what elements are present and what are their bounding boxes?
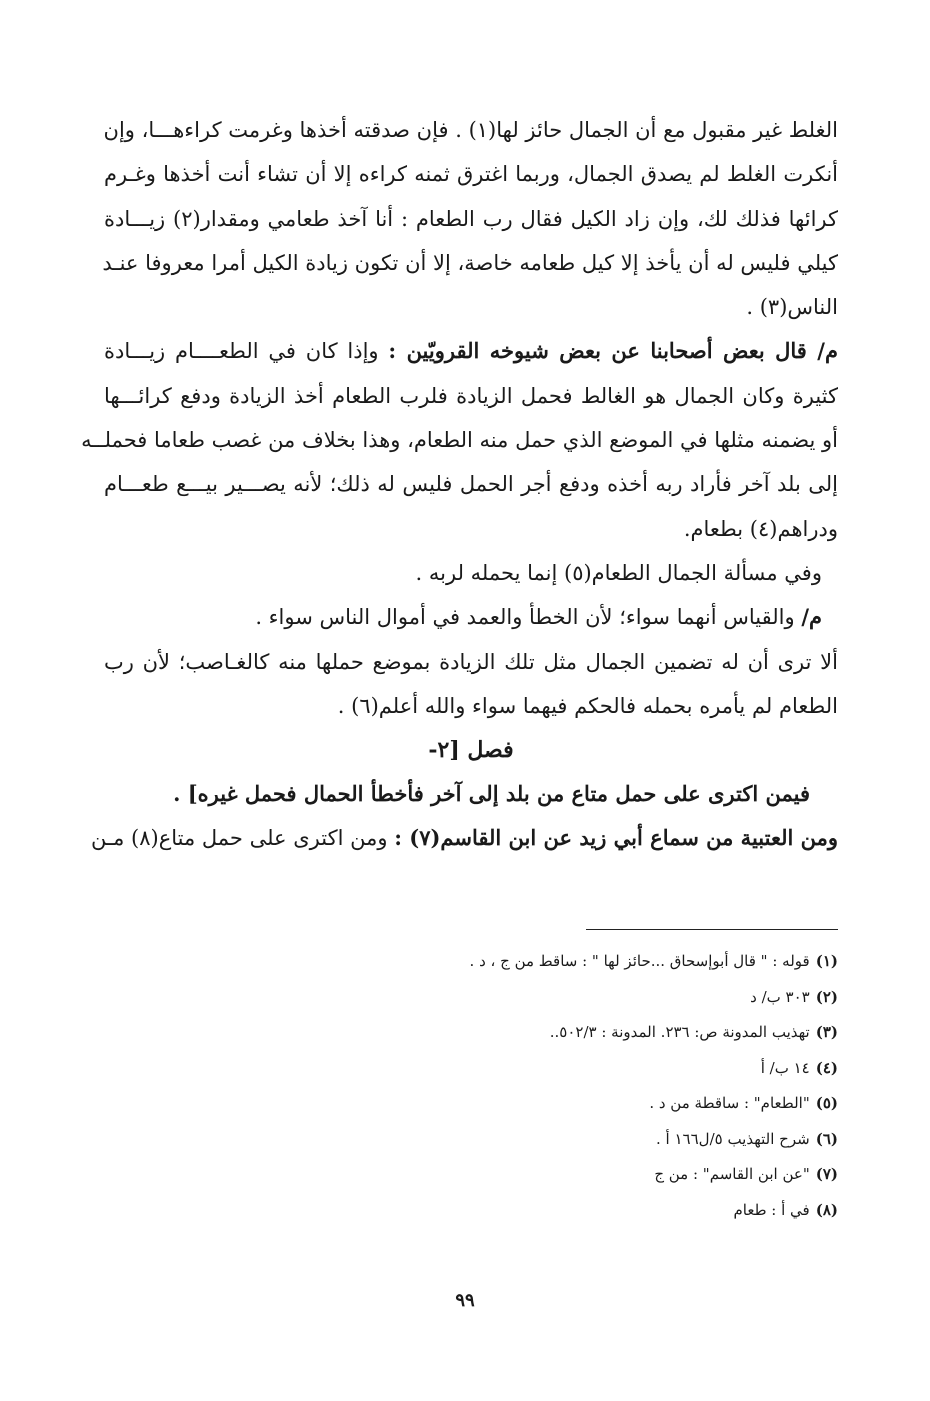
paragraph-1 [104,108,838,329]
section-title: فيمن اكترى على حمل متاع من بلد إلى آخر فأخطأ الحمال فحمل غيره] . [173,781,810,807]
footnote-text: ٣٠٣ ب/ د [750,987,810,1006]
footnote-item [300,1086,838,1122]
footnote-number: (٨) [815,1200,838,1219]
footnote-item [300,1051,838,1087]
text-line: وفي مسألة الجمال الطعام(٥) إنما يحمله لربه . [415,560,822,585]
footnote-item [300,1015,838,1051]
text-line: الغلط غير مقبول مع أن الجمال حائز لها(١) . فإن صدقته أخذها وغرمت كراءهـــا، وإن [103,118,838,142]
text-line-with-heading [104,329,838,373]
footnote-text: ١٤ ب/ أ [760,1058,810,1077]
text-line: أنكرت الغلط لم يصدق الجمال، وربما اغترق ثمنه كراءه إلا أن تشاء أنت أخذها وغـرم [104,162,838,187]
footnote-item [300,1122,838,1158]
footnote-item [300,1193,838,1229]
footnote-number: (١) [815,952,838,970]
footnote-number: (٦) [815,1129,838,1148]
text-line: ألا ترى أن له تضمين الجمال مثل تلك الزيادة بموضع حملها منه كالغـاصب؛ لأن رب [104,649,838,674]
paragraph-5 [104,640,838,729]
footnote-item [300,980,838,1016]
footnote-number: (٢) [815,987,838,1006]
paragraph-4 [104,595,838,639]
main-text [81,108,838,860]
paragraph-3 [104,551,838,595]
quote-attribution: م/ قال بعض أصحابنا عن بعض شيوخه القرويّين : [388,338,838,364]
footnote-text: تهذيب المدونة ص: ٢٣٦. المدونة : ٥٠٢/٣.. [549,1023,810,1041]
footnote-text: في أ : طعام [733,1200,810,1219]
page-number: ٩٩ [455,1290,475,1311]
text-line: كرائها فذلك لك، وإن زاد الكيل فقال رب الطعام : أنا آخذ طعامي ومقدار(٢) زيـــادة [104,206,838,231]
footnote-item [300,1157,838,1193]
text-line: أو يضمنه مثلها في الموضع الذي حمل منه الطعام، وهذا بخلاف من غصب طعاما فحملــه [81,428,838,453]
text-run: وإذا كان في الطعــــام زيـــادة [104,339,379,364]
text-line: الطعام لم يأمره بحمله فالحكم فيهما سواء والله أعلم(٦) . [337,693,838,718]
footnote-text: قوله : " قال أبوإسحاق ...حائز لها " : ساقط من ج ، د . [469,952,810,970]
marker-label: م/ [801,604,822,630]
footnote-number: (٤) [815,1058,838,1077]
footnotes [300,944,838,1228]
footnote-number: (٧) [815,1165,838,1183]
text-line: ودراهم(٤) بطعام. [683,516,838,541]
footnote-number: (٣) [815,1023,838,1041]
text-line: إلى بلد آخر فأراد ربه أخذه ودفع أجر الحمل فليس له ذلك؛ لأنه يصـــير بيـــع طعـــام [104,472,838,497]
section-heading: فصل [٢- [428,737,514,764]
footnote-separator [586,929,838,930]
text-run: والقياس أنهما سواء؛ لأن الخطأ والعمد في أموال الناس سواء . [255,605,795,630]
text-line: كثيرة وكان الجمال هو الغالط فحمل الزيادة فلرب الطعام أخذ الزيادة ودفع كرائـــها [104,383,838,408]
text-line-with-marker [104,595,822,639]
source-citation: ومن العتبية من سماع أبي زيد عن ابن القاسم(٧) : [394,825,838,851]
paragraph-2 [81,329,838,550]
footnote-item [300,944,838,980]
footnote-text: "الطعام" : ساقطة من د . [649,1094,810,1112]
footnote-text: "عن ابن القاسم" : من ج [654,1165,810,1183]
text-line-with-source [90,816,838,860]
footnote-text: شرح التهذيب ٥/ل١٦٦ أ . [656,1129,810,1148]
footnote-number: (٥) [815,1094,838,1112]
text-line: كيلي فليس له أن يأخذ إلا كيل طعامه خاصة، إلا أن تكون زيادة الكيل أمرا معروفا عنـد [102,250,838,275]
text-run: ومن اكترى على حمل متاع(٨) مـن [90,826,388,851]
paragraph-6 [90,816,838,860]
text-line: الناس(٣) . [746,295,838,320]
